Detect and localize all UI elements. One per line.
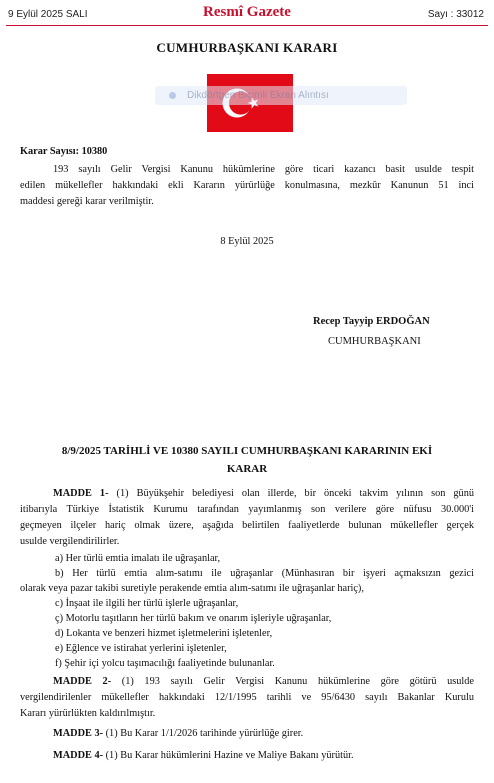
header-divider (6, 25, 488, 26)
signatory-name: Recep Tayyip ERDOĞAN (313, 316, 430, 327)
list-item: f) Şehir içi yolcu taşımacılığı faaliyetinde bulunanlar. (55, 658, 275, 669)
article-2 (20, 674, 474, 722)
article-4: MADDE 4- (1) Bu Karar hükümlerini Hazine ve Maliye Bakanı yürütür. (53, 750, 354, 761)
list-item-continuation: olarak veya pazar takibi suretiyle perakende emtia alım-satımı ile uğraşanlar hariç), (20, 583, 364, 594)
header-issue-number: Sayı : 33012 (427, 9, 484, 20)
decree-body-line: 193 sayılı Gelir Vergisi Kanunu hükümlerine göre ticari kazancı basit usulde tespit (53, 164, 474, 175)
article-1-label: MADDE 1- (53, 488, 109, 499)
decree-number: Karar Sayısı: 10380 (20, 146, 108, 157)
list-item: a) Her türlü emtia imalatı ile uğraşanlar, (55, 553, 221, 564)
decree-date: 8 Eylül 2025 (220, 236, 274, 247)
article-3-label: MADDE 3- (53, 728, 104, 739)
article-1-line: geçmeyen ilçeler hariç olmak üzere, aşağıda belirtilen faaliyetlerde bulunan mükellefler gerçek (20, 520, 474, 531)
decree-body (20, 162, 474, 210)
snip-overlay-banner (155, 86, 407, 105)
snip-icon (169, 92, 176, 99)
gazette-header (0, 0, 494, 26)
article-3: MADDE 3- (1) Bu Karar 1/1/2026 tarihinde yürürlüğe girer. (53, 728, 304, 739)
decree-body-line: edilen mükellefler hakkındaki ekli Kararın yürürlüğe konulmasına, mezkûr Kanunun 51 inci (20, 180, 474, 191)
article-2-line: vergilendirilenler mükellefler hakkındaki 12/1/1995 tarihli ve 95/6430 sayılı Bakanlar Kurulu (20, 692, 474, 703)
snip-overlay-label: Dikdörtgen Biçimli Ekran Alıntısı (187, 90, 329, 101)
list-item: ç) Motorlu taşıtların her türlü bakım ve onarım işleriyle uğraşanlar, (55, 613, 332, 624)
list-item: b) Her türlü emtia alım-satımı ile uğraşanlar (Münhasıran bir işyeri açmaksızın gezici (55, 568, 474, 579)
decree-body-line: maddesi gereği karar verilmiştir. (20, 196, 154, 207)
annex-title (20, 442, 474, 478)
article-1-line: usulde vergilendirilirler. (20, 536, 120, 547)
article-1 (20, 486, 474, 550)
annex-title-line: 8/9/2025 TARİHLİ VE 10380 SAYILI CUMHURBAŞKANI KARARININ EKİ (61, 445, 433, 457)
decree-title: CUMHURBAŞKANI KARARI (156, 40, 338, 55)
article-4-label: MADDE 4- (53, 750, 104, 761)
article-1-line: itibarıyla Türkiye İstatistik Kurumu tarafından yayımlanmış son verilere göre nüfusu 30.000'i (20, 504, 474, 515)
list-item: d) Lokanta ve benzeri hizmet işletmelerini işletenler, (55, 628, 273, 639)
list-item: e) Eğlence ve istirahat yerlerini işletenler, (55, 643, 227, 654)
list-item: c) İnşaat ile ilgili her türlü işlerle uğraşanlar, (55, 598, 239, 609)
signatory-title: CUMHURBAŞKANI (328, 336, 421, 347)
article-2-line: MADDE 2- (1) 193 sayılı Gelir Vergisi Kanunu hükümlerine göre götürü usulde (53, 676, 474, 687)
article-2-line: Kararı yürürlükten kaldırılmıştır. (20, 708, 156, 719)
masthead-title: Resmî Gazete (203, 4, 291, 20)
article-2-label: MADDE 2- (53, 676, 112, 687)
annex-title-line: KARAR (226, 463, 268, 475)
article-1-line: MADDE 1- (1) Büyükşehir belediyesi olan illerde, bir önceki takvim yılının son günü (53, 488, 475, 499)
header-date: 9 Eylül 2025 SALI (8, 9, 88, 20)
